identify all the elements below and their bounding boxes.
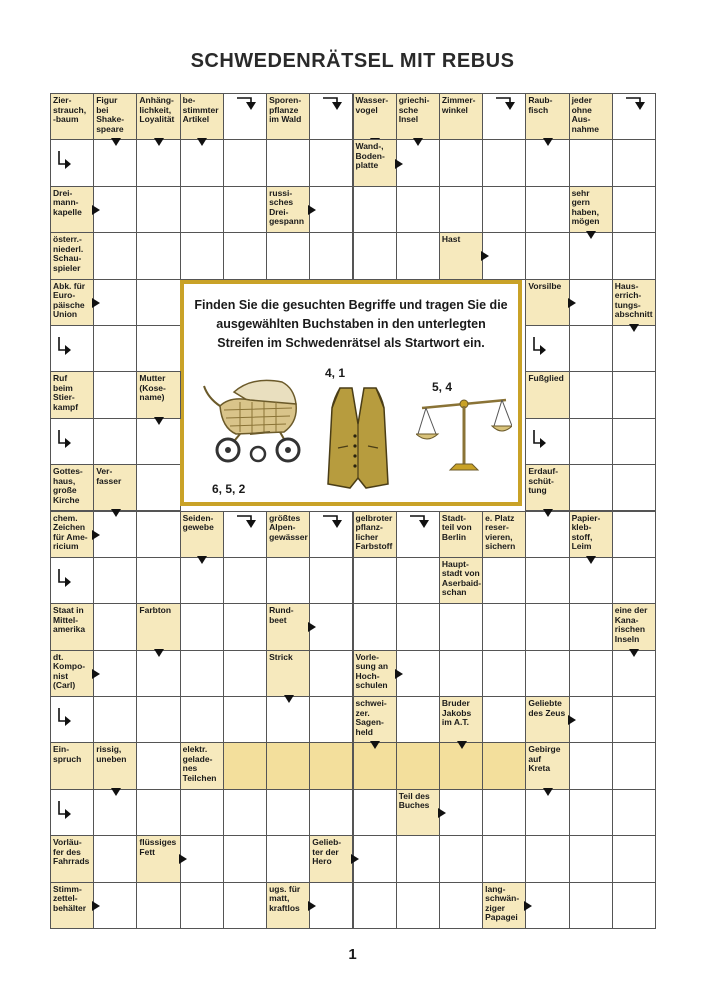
- answer-cell[interactable]: [439, 139, 483, 186]
- answer-cell[interactable]: [525, 511, 569, 558]
- answer-cell[interactable]: [439, 835, 483, 882]
- scales-icon: [416, 394, 512, 476]
- answer-cell[interactable]: [223, 882, 267, 929]
- clue-text: Seiden- gewebe: [182, 512, 214, 532]
- answer-cell[interactable]: [309, 696, 353, 743]
- solution-strip-cell[interactable]: [482, 742, 526, 789]
- answer-cell[interactable]: [612, 418, 656, 465]
- clue-text: Gelieb- ter der Hero: [312, 837, 342, 867]
- answer-cell[interactable]: [612, 371, 656, 418]
- answer-cell[interactable]: [353, 603, 397, 650]
- clue-text: lang- schwän- ziger Papagei: [485, 883, 520, 923]
- answer-cell[interactable]: [266, 139, 310, 186]
- bent-arrow-icon: [56, 151, 72, 171]
- answer-cell[interactable]: [569, 882, 613, 929]
- answer-cell[interactable]: [439, 882, 483, 929]
- clue-cell: [50, 742, 94, 789]
- clue-text: dt. Kompo- nist (Carl): [53, 651, 86, 691]
- arrow-right-icon: [568, 715, 576, 725]
- arrow-down-icon: [111, 138, 121, 146]
- clue-text: Rund- beet: [269, 605, 294, 625]
- clue-text: schwei- zer. Sagen- held: [355, 698, 387, 737]
- arrow-right-icon: [438, 808, 446, 818]
- answer-cell[interactable]: [309, 232, 353, 279]
- answer-cell[interactable]: [482, 835, 526, 882]
- answer-cell[interactable]: [396, 603, 440, 650]
- answer-cell[interactable]: [266, 696, 310, 743]
- answer-cell[interactable]: [309, 650, 353, 697]
- scales-numbers: 5, 4: [432, 380, 453, 394]
- clue-text: Abk. für Euro- päische Union: [53, 280, 86, 320]
- arrow-right-icon: [92, 298, 100, 308]
- answer-cell[interactable]: [223, 650, 267, 697]
- vest-icon: [324, 384, 392, 492]
- clue-text: griechi- sche Insel: [398, 95, 430, 124]
- clue-cell: [266, 650, 310, 697]
- clue-text: Stimm- zettel- behälter: [53, 883, 87, 913]
- clue-text: Ver- fasser: [96, 466, 122, 486]
- answer-cell[interactable]: [180, 696, 224, 743]
- answer-cell[interactable]: [612, 650, 656, 697]
- clue-text: Gottes- haus, große Kirche: [53, 466, 83, 505]
- answer-cell[interactable]: [180, 139, 224, 186]
- clue-cell: [50, 232, 94, 279]
- clue-cell: [525, 464, 569, 511]
- clue-text: flüssiges Fett: [139, 837, 177, 857]
- bent-arrow-icon: [56, 801, 72, 821]
- answer-cell[interactable]: [439, 650, 483, 697]
- clue-cell: [50, 371, 94, 418]
- arrow-down-icon: [543, 788, 553, 796]
- answer-cell[interactable]: [136, 650, 180, 697]
- clue-text: rissig, uneben: [96, 744, 127, 764]
- arrow-down-icon: [457, 741, 467, 749]
- arrow-right-icon: [524, 901, 532, 911]
- clue-cell: [50, 882, 94, 929]
- answer-cell[interactable]: [612, 835, 656, 882]
- arrow-right-icon: [92, 901, 100, 911]
- answer-cell[interactable]: [136, 511, 180, 558]
- answer-cell[interactable]: [180, 882, 224, 929]
- arrow-right-icon: [92, 205, 100, 215]
- answer-cell[interactable]: [136, 742, 180, 789]
- answer-cell[interactable]: [136, 139, 180, 186]
- clue-cell: [93, 93, 137, 140]
- stroller-numbers: 6, 5, 2: [212, 482, 246, 496]
- answer-cell[interactable]: [569, 650, 613, 697]
- answer-cell[interactable]: [612, 325, 656, 372]
- rebus-instructions: Finden Sie die gesuchten Begriffe und tragen Sie die ausgewählten Buchstaben in den unterlegten Streifen im Schwedenrätsel als Startwort ein.: [194, 298, 508, 350]
- clue-text: Fußglied: [528, 373, 564, 384]
- clue-text: Drei- mann- kapelle: [53, 187, 82, 217]
- answer-cell[interactable]: [93, 418, 137, 465]
- bent-arrow-icon: [531, 337, 547, 357]
- bent-arrow-icon: [323, 513, 345, 529]
- solution-strip-cell[interactable]: [439, 742, 483, 789]
- clue-text: Teil des Buches: [398, 790, 430, 811]
- answer-cell[interactable]: [612, 511, 656, 558]
- clue-text: sehr gern haben, mögen: [571, 187, 600, 227]
- answer-cell[interactable]: [309, 789, 353, 836]
- arrow-down-icon: [543, 138, 553, 146]
- answer-cell[interactable]: [396, 696, 440, 743]
- arrow-right-icon: [568, 298, 576, 308]
- answer-cell[interactable]: [396, 557, 440, 604]
- clue-cell: [482, 882, 526, 929]
- clue-text: gelbroter pflanz- licher Farbstoff: [355, 512, 393, 551]
- clue-cell: [266, 603, 310, 650]
- page-number: 1: [348, 946, 357, 963]
- answer-cell[interactable]: [525, 186, 569, 233]
- vest-numbers: 4, 1: [325, 366, 346, 380]
- clue-cell: [50, 603, 94, 650]
- clue-cell: [353, 511, 397, 558]
- answer-cell[interactable]: [525, 789, 569, 836]
- bent-arrow-icon: [496, 95, 518, 111]
- answer-cell[interactable]: [612, 789, 656, 836]
- answer-cell[interactable]: [396, 835, 440, 882]
- answer-cell[interactable]: [93, 232, 137, 279]
- answer-cell[interactable]: [266, 557, 310, 604]
- arrow-down-icon: [197, 556, 207, 564]
- bent-arrow-icon: [56, 430, 72, 450]
- clue-text: Staat in Mittel- amerika: [53, 605, 86, 635]
- clue-text: Ruf beim Stier- kampf: [53, 373, 79, 412]
- answer-cell[interactable]: [223, 557, 267, 604]
- answer-cell[interactable]: [612, 882, 656, 929]
- clue-text: Zier- strauch, -baum: [53, 95, 87, 124]
- answer-cell[interactable]: [612, 464, 656, 511]
- clue-cell: [266, 93, 310, 140]
- arrow-down-icon: [111, 788, 121, 796]
- clue-cell: [353, 696, 397, 743]
- clue-cell: [50, 835, 94, 882]
- answer-cell[interactable]: [612, 557, 656, 604]
- bent-arrow-icon: [626, 95, 648, 111]
- clue-text: eine der Kana- rischen Inseln: [614, 605, 648, 644]
- clue-text: Figur bei Shake- speare: [96, 95, 125, 134]
- answer-cell[interactable]: [223, 186, 267, 233]
- clue-text: österr.- niederl. Schau- spieler: [53, 234, 84, 273]
- arrow-down-icon: [284, 695, 294, 703]
- clue-cell: [353, 139, 397, 186]
- answer-cell[interactable]: [353, 882, 397, 929]
- answer-cell[interactable]: [482, 186, 526, 233]
- bent-arrow-icon: [56, 337, 72, 357]
- clue-cell: [93, 742, 137, 789]
- answer-cell[interactable]: [223, 139, 267, 186]
- arrow-right-icon: [92, 669, 100, 679]
- answer-cell[interactable]: [180, 603, 224, 650]
- answer-cell[interactable]: [525, 557, 569, 604]
- arrow-right-icon: [395, 669, 403, 679]
- clue-cell: [93, 464, 137, 511]
- clue-cell: [525, 93, 569, 140]
- clue-text: Bruder Jakobs im A.T.: [441, 698, 472, 728]
- answer-cell[interactable]: [136, 232, 180, 279]
- answer-cell[interactable]: [569, 603, 613, 650]
- crossword-grid: [50, 93, 655, 928]
- solution-strip-cell[interactable]: [266, 742, 310, 789]
- answer-cell[interactable]: [223, 603, 267, 650]
- answer-cell[interactable]: [223, 232, 267, 279]
- clue-text: Wand-, Boden- platte: [355, 141, 385, 171]
- answer-cell[interactable]: [93, 557, 137, 604]
- answer-cell[interactable]: [223, 835, 267, 882]
- clue-text: Haupt- stadt von Aserbaid- schan: [441, 558, 482, 598]
- bent-arrow-icon: [323, 95, 345, 111]
- answer-cell[interactable]: [569, 464, 613, 511]
- answer-cell[interactable]: [482, 789, 526, 836]
- clue-text: ugs. für matt, kraftlos: [269, 883, 301, 913]
- clue-cell: [136, 371, 180, 418]
- clue-cell: [50, 93, 94, 140]
- answer-cell[interactable]: [569, 325, 613, 372]
- arrow-right-icon: [481, 251, 489, 261]
- clue-text: Wasser- vogel: [355, 95, 389, 115]
- answer-cell[interactable]: [569, 742, 613, 789]
- answer-cell[interactable]: [136, 557, 180, 604]
- arrow-down-icon: [543, 509, 553, 517]
- clue-text: Haus- errich- tungs- abschnitt: [614, 280, 653, 320]
- clue-text: chem. Zeichen für Ame- ricium: [53, 512, 88, 551]
- bent-arrow-icon: [56, 708, 72, 728]
- answer-cell[interactable]: [439, 603, 483, 650]
- answer-cell[interactable]: [612, 742, 656, 789]
- clue-cell: [50, 650, 94, 697]
- clue-cell: [439, 511, 483, 558]
- clue-cell: [439, 232, 483, 279]
- clue-text: jeder ohne Aus- nahme: [571, 95, 599, 134]
- clue-cell: [525, 742, 569, 789]
- answer-cell[interactable]: [180, 557, 224, 604]
- clue-text: russi- sches Drei- gespann: [269, 187, 305, 227]
- clue-text: Papier- kleb- stoff, Leim: [571, 512, 601, 551]
- clue-cell: [612, 603, 656, 650]
- answer-cell[interactable]: [353, 557, 397, 604]
- solution-strip-cell[interactable]: [353, 742, 397, 789]
- clue-text: Gebirge auf Kreta: [528, 744, 561, 774]
- bent-arrow-icon: [237, 95, 259, 111]
- clue-cell: [136, 93, 180, 140]
- answer-cell[interactable]: [266, 789, 310, 836]
- clue-text: Geliebte des Zeus: [528, 698, 566, 718]
- clue-text: Erdauf- schüt- tung: [528, 466, 559, 496]
- bent-arrow-icon: [237, 513, 259, 529]
- answer-cell[interactable]: [396, 882, 440, 929]
- answer-cell[interactable]: [180, 650, 224, 697]
- clue-text: be- stimmter Artikel: [182, 95, 219, 124]
- answer-cell[interactable]: [180, 789, 224, 836]
- clue-text: Raub- fisch: [528, 95, 553, 115]
- answer-cell[interactable]: [569, 232, 613, 279]
- arrow-right-icon: [179, 854, 187, 864]
- clue-cell: [353, 650, 397, 697]
- clue-cell: [525, 279, 569, 326]
- answer-cell[interactable]: [309, 139, 353, 186]
- clue-text: größtes Alpen- gewässer: [269, 512, 308, 542]
- stroller-icon: [200, 372, 308, 464]
- clue-text: Stadt- teil von Berlin: [441, 512, 472, 542]
- answer-cell[interactable]: [353, 789, 397, 836]
- clue-cell: [266, 511, 310, 558]
- answer-cell[interactable]: [353, 186, 397, 233]
- answer-cell[interactable]: [93, 139, 137, 186]
- answer-cell[interactable]: [569, 418, 613, 465]
- answer-cell[interactable]: [93, 789, 137, 836]
- answer-cell[interactable]: [93, 696, 137, 743]
- clue-text: elektr. gelade- nes Teilchen: [182, 744, 217, 783]
- bent-arrow-icon: [410, 513, 432, 529]
- clue-cell: [136, 603, 180, 650]
- arrow-right-icon: [308, 622, 316, 632]
- answer-cell[interactable]: [136, 279, 180, 326]
- arrow-down-icon: [154, 417, 164, 425]
- clue-cell: [50, 464, 94, 511]
- clue-text: e. Platz reser- vieren, sichern: [485, 512, 516, 551]
- clue-cell: [180, 742, 224, 789]
- page-title: SCHWEDENRÄTSEL MIT REBUS: [190, 50, 515, 72]
- answer-cell[interactable]: [93, 603, 137, 650]
- arrow-down-icon: [370, 741, 380, 749]
- arrow-right-icon: [308, 901, 316, 911]
- answer-cell[interactable]: [612, 186, 656, 233]
- answer-cell[interactable]: [396, 232, 440, 279]
- clue-cell: [439, 93, 483, 140]
- clue-cell: [482, 511, 526, 558]
- answer-cell[interactable]: [439, 186, 483, 233]
- answer-cell[interactable]: [180, 186, 224, 233]
- bent-arrow-icon: [531, 430, 547, 450]
- answer-cell[interactable]: [525, 232, 569, 279]
- bent-arrow-icon: [56, 569, 72, 589]
- answer-cell[interactable]: [525, 835, 569, 882]
- answer-cell[interactable]: [180, 232, 224, 279]
- clue-cell: [525, 696, 569, 743]
- clue-text: Sporen- pflanze im Wald: [269, 95, 302, 124]
- clue-cell: [439, 557, 483, 604]
- arrow-down-icon: [413, 138, 423, 146]
- answer-cell[interactable]: [569, 557, 613, 604]
- answer-cell[interactable]: [569, 371, 613, 418]
- clue-cell: [569, 511, 613, 558]
- arrow-right-icon: [308, 205, 316, 215]
- clue-text: Vorle- sung an Hoch- schulen: [355, 651, 389, 691]
- arrow-down-icon: [154, 138, 164, 146]
- clue-cell: [612, 279, 656, 326]
- answer-cell[interactable]: [223, 696, 267, 743]
- clue-cell: [266, 186, 310, 233]
- clue-cell: [309, 835, 353, 882]
- answer-cell[interactable]: [525, 603, 569, 650]
- answer-cell[interactable]: [353, 232, 397, 279]
- answer-cell[interactable]: [482, 557, 526, 604]
- clue-text: Hast: [441, 234, 461, 245]
- clue-cell: [136, 835, 180, 882]
- clue-cell: [180, 93, 224, 140]
- clue-cell: [396, 93, 440, 140]
- arrow-down-icon: [111, 509, 121, 517]
- clue-text: Vorsilbe: [528, 280, 562, 291]
- answer-cell[interactable]: [482, 696, 526, 743]
- answer-cell[interactable]: [223, 789, 267, 836]
- answer-cell[interactable]: [136, 186, 180, 233]
- clue-cell: [353, 93, 397, 140]
- arrow-down-icon: [154, 649, 164, 657]
- answer-cell[interactable]: [136, 325, 180, 372]
- answer-cell[interactable]: [396, 186, 440, 233]
- answer-cell[interactable]: [569, 835, 613, 882]
- arrow-right-icon: [351, 854, 359, 864]
- clue-cell: [396, 789, 440, 836]
- arrow-down-icon: [586, 231, 596, 239]
- answer-cell[interactable]: [136, 418, 180, 465]
- clue-cell: [569, 186, 613, 233]
- clue-cell: [180, 511, 224, 558]
- clue-cell: [439, 696, 483, 743]
- clue-text: Ein- spruch: [53, 744, 82, 764]
- answer-cell[interactable]: [266, 232, 310, 279]
- answer-cell[interactable]: [569, 789, 613, 836]
- clue-text: Farbton: [139, 605, 172, 616]
- clue-text: Anhäng- lichkeit, Loyalität: [139, 95, 175, 124]
- answer-cell[interactable]: [93, 325, 137, 372]
- answer-cell[interactable]: [93, 371, 137, 418]
- answer-cell[interactable]: [569, 139, 613, 186]
- clue-cell: [266, 882, 310, 929]
- clue-text: Vorläu- fer des Fahrrads: [53, 837, 90, 867]
- answer-cell[interactable]: [136, 789, 180, 836]
- arrow-down-icon: [586, 556, 596, 564]
- answer-cell[interactable]: [525, 139, 569, 186]
- answer-cell[interactable]: [93, 835, 137, 882]
- solution-strip-cell[interactable]: [223, 742, 267, 789]
- answer-cell[interactable]: [266, 835, 310, 882]
- clue-text: Zimmer- winkel: [441, 95, 476, 115]
- arrow-down-icon: [197, 138, 207, 146]
- answer-cell[interactable]: [309, 557, 353, 604]
- answer-cell[interactable]: [612, 696, 656, 743]
- arrow-right-icon: [92, 530, 100, 540]
- clue-cell: [50, 186, 94, 233]
- clue-cell: [50, 511, 94, 558]
- answer-cell[interactable]: [482, 650, 526, 697]
- arrow-down-icon: [629, 649, 639, 657]
- clue-text: Strick: [269, 651, 293, 662]
- answer-cell[interactable]: [612, 232, 656, 279]
- answer-cell[interactable]: [482, 603, 526, 650]
- answer-cell[interactable]: [525, 650, 569, 697]
- clue-cell: [525, 371, 569, 418]
- arrow-right-icon: [395, 159, 403, 169]
- solution-strip-cell[interactable]: [309, 742, 353, 789]
- solution-strip-cell[interactable]: [396, 742, 440, 789]
- answer-cell[interactable]: [136, 464, 180, 511]
- clue-cell: [569, 93, 613, 140]
- answer-cell[interactable]: [482, 139, 526, 186]
- rebus-box: [180, 280, 522, 506]
- answer-cell[interactable]: [612, 139, 656, 186]
- clue-text: Mutter (Kose- name): [139, 373, 166, 403]
- clue-cell: [50, 279, 94, 326]
- answer-cell[interactable]: [136, 696, 180, 743]
- arrow-down-icon: [629, 324, 639, 332]
- answer-cell[interactable]: [136, 882, 180, 929]
